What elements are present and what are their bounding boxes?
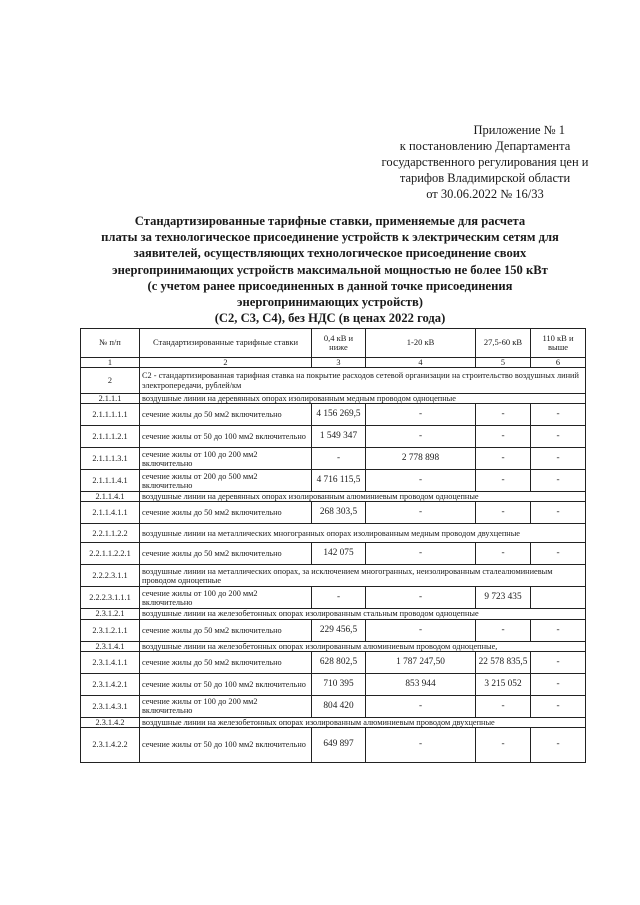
rate-value: 22 578 835,5 — [476, 651, 531, 673]
rate-value: 4 716 115,5 — [312, 470, 366, 492]
table-row — [81, 651, 586, 673]
row-number: 2.3.1.4.2.1 — [81, 673, 140, 695]
rate-value: - — [476, 426, 531, 448]
rate-value: - — [476, 695, 531, 717]
rate-value: - — [366, 470, 476, 492]
table-row — [81, 565, 586, 587]
rate-value: 804 420 — [312, 695, 366, 717]
row-number: 2.1.1.4.1.1 — [81, 502, 140, 524]
row-number: 2.3.1.4.2 — [81, 717, 140, 727]
table-row — [81, 394, 586, 404]
rate-value: - — [366, 502, 476, 524]
rate-description: сечение жилы до 50 мм2 включительно — [140, 502, 312, 524]
rate-value: - — [312, 587, 366, 609]
rate-value: - — [312, 448, 366, 470]
rate-value: - — [366, 404, 476, 426]
rate-value: 3 215 052 — [476, 673, 531, 695]
table-row — [81, 502, 586, 524]
document-title — [80, 213, 580, 326]
table-row — [81, 695, 586, 717]
header-v27-60: 27,5-60 кВ — [476, 329, 531, 358]
rate-value: 1 549 347 — [312, 426, 366, 448]
title-line: Стандартизированные тарифные ставки, применяемые для расчета — [134, 214, 526, 228]
rate-value: - — [366, 695, 476, 717]
table-row — [81, 492, 586, 502]
section-heading: воздушные линии на металлических многогранных опорах изолированным медным проводом двухцепные — [140, 524, 586, 543]
rate-value: - — [531, 543, 586, 565]
row-number: 2.1.1.4.1 — [81, 492, 140, 502]
rate-value: 229 456,5 — [312, 619, 366, 641]
col-number: 4 — [366, 358, 476, 368]
rate-value: - — [366, 619, 476, 641]
section-heading: С2 - стандартизированная тарифная ставка на покрытие расходов сетевой организации на строительство воздушных линий электропередачи, рублей/км — [140, 368, 586, 394]
row-number: 2.2.2.3.1.1.1 — [81, 587, 140, 609]
rate-description: сечение жилы от 100 до 200 мм2 включительно — [140, 587, 312, 609]
header-v110: 110 кВ и выше — [531, 329, 586, 358]
rate-value: - — [531, 470, 586, 492]
title-line: (с учетом ранее присоединенных в данной точке присоединения — [147, 278, 513, 293]
rate-value: 9 723 435 — [476, 587, 531, 609]
table-row — [81, 448, 586, 470]
rate-description: сечение жилы до 50 мм2 включительно — [140, 651, 312, 673]
rate-value: 853 944 — [366, 673, 476, 695]
section-heading: воздушные линии на деревянных опорах изолированным алюминиевым проводом одноцепные — [140, 492, 586, 502]
rate-value: 628 802,5 — [312, 651, 366, 673]
department-name: государственного регулирования цен и — [381, 155, 589, 169]
rate-value: - — [476, 543, 531, 565]
rate-description: сечение жилы до 50 мм2 включительно — [140, 404, 312, 426]
table-row — [81, 368, 586, 394]
header-num: № п/п — [81, 329, 140, 358]
section-heading: воздушные линии на железобетонных опорах изолированным стальным проводом одноцепные — [140, 609, 586, 619]
table-row — [81, 717, 586, 727]
rate-value: - — [531, 728, 586, 763]
rate-value: - — [531, 404, 586, 426]
rate-description: сечение жилы от 100 до 200 мм2 включительно — [140, 695, 312, 717]
rate-value: - — [476, 502, 531, 524]
header-v1-20: 1-20 кВ — [366, 329, 476, 358]
rate-value: 1 787 247,50 — [366, 651, 476, 673]
col-number: 3 — [312, 358, 366, 368]
section-heading: воздушные линии на деревянных опорах изолированным медным проводом одноцепные — [140, 394, 586, 404]
resolution-ref: к постановлению Департамента — [399, 139, 571, 153]
title-line: заявителей, осуществляющих технологическое присоединение своих — [133, 246, 527, 261]
table-row — [81, 728, 586, 763]
table-body — [81, 368, 586, 763]
header-name: Стандартизированные тарифные ставки — [140, 329, 312, 358]
rate-value: - — [366, 426, 476, 448]
rate-description: сечение жилы до 50 мм2 включительно — [140, 543, 312, 565]
row-number: 2.3.1.2.1 — [81, 609, 140, 619]
col-number: 6 — [531, 358, 586, 368]
col-number: 2 — [140, 358, 312, 368]
row-number: 2.1.1.1.1.1 — [81, 404, 140, 426]
rate-value: 142 075 — [312, 543, 366, 565]
row-number: 2.3.1.4.1 — [81, 641, 140, 651]
table-row — [81, 426, 586, 448]
title-line: энергопринимающих устройств максимальной мощностью не более 150 кВт — [112, 262, 548, 277]
rate-value: - — [366, 728, 476, 763]
rate-value: - — [476, 728, 531, 763]
rate-value: 4 156 269,5 — [312, 404, 366, 426]
section-heading: воздушные линии на железобетонных опорах изолированным алюминиевым проводом одноцепные, — [140, 641, 586, 651]
row-number: 2.2.1.1.2.2 — [81, 524, 140, 543]
rate-value: - — [476, 470, 531, 492]
row-number: 2.2.1.1.2.2.1 — [81, 543, 140, 565]
region-name: тарифов Владимирской области — [399, 171, 571, 185]
table-row — [81, 673, 586, 695]
rate-description: сечение жилы от 50 до 100 мм2 включительно — [140, 673, 312, 695]
rate-description: сечение жилы от 50 до 100 мм2 включительно — [140, 426, 312, 448]
section-heading: воздушные линии на железобетонных опорах изолированным алюминиевым проводом двухцепные — [140, 717, 586, 727]
rate-value: 2 778 898 — [366, 448, 476, 470]
title-line: платы за технологическое присоединение устройств к электрическим сетям для — [101, 230, 559, 245]
tariff-table — [80, 328, 586, 763]
rate-value: - — [476, 404, 531, 426]
column-number-row — [81, 358, 586, 368]
row-number: 2.3.1.4.3.1 — [81, 695, 140, 717]
table-row — [81, 524, 586, 543]
rate-value: 268 303,5 — [312, 502, 366, 524]
table-row — [81, 543, 586, 565]
rate-value: - — [531, 426, 586, 448]
rate-value: - — [531, 673, 586, 695]
rate-value: - — [531, 651, 586, 673]
rate-value: - — [366, 587, 476, 609]
row-number: 2.3.1.2.1.1 — [81, 619, 140, 641]
title-line: (С2, С3, С4), без НДС (в ценах 2022 года) — [214, 311, 446, 326]
rate-value: - — [476, 619, 531, 641]
row-number: 2.2.2.3.1.1 — [81, 565, 140, 587]
row-number: 2.1.1.1.3.1 — [81, 448, 140, 470]
table-row — [81, 619, 586, 641]
table-row — [81, 641, 586, 651]
rate-description: сечение жилы от 100 до 200 мм2 включительно — [140, 448, 312, 470]
col-number: 5 — [476, 358, 531, 368]
header-v04: 0,4 кВ и ниже — [312, 329, 366, 358]
rate-value: 649 897 — [312, 728, 366, 763]
title-line: энергопринимающих устройств) — [237, 295, 423, 310]
table-row — [81, 587, 586, 609]
row-number: 2.1.1.1 — [81, 394, 140, 404]
rate-value: - — [531, 502, 586, 524]
row-number: 2.1.1.1.2.1 — [81, 426, 140, 448]
row-number: 2.3.1.4.2.2 — [81, 728, 140, 763]
rate-value: 710 395 — [312, 673, 366, 695]
row-number: 2.3.1.4.1.1 — [81, 651, 140, 673]
table-row — [81, 470, 586, 492]
rate-value: - — [531, 448, 586, 470]
appendix-number: Приложение № 1 — [473, 123, 565, 137]
row-number: 2 — [81, 368, 140, 394]
rate-description: сечение жилы от 200 до 500 мм2 включительно — [140, 470, 312, 492]
section-heading: воздушные линии на металлических опорах, за исключением многогранных, неизолированным сталеалюминиевым проводом одноцепные — [140, 565, 586, 587]
rate-value: - — [366, 543, 476, 565]
rate-description: сечение жилы до 50 мм2 включительно — [140, 619, 312, 641]
appendix-header — [360, 122, 610, 202]
row-number: 2.1.1.1.4.1 — [81, 470, 140, 492]
rate-description: сечение жилы от 50 до 100 мм2 включительно — [140, 728, 312, 763]
col-number: 1 — [81, 358, 140, 368]
rate-value: - — [531, 695, 586, 717]
rate-value — [531, 587, 586, 609]
table-header-row — [81, 329, 586, 358]
rate-value: - — [476, 448, 531, 470]
table-row — [81, 404, 586, 426]
rate-value: - — [531, 619, 586, 641]
table-row — [81, 609, 586, 619]
resolution-date: от 30.06.2022 № 16/33 — [426, 187, 544, 201]
